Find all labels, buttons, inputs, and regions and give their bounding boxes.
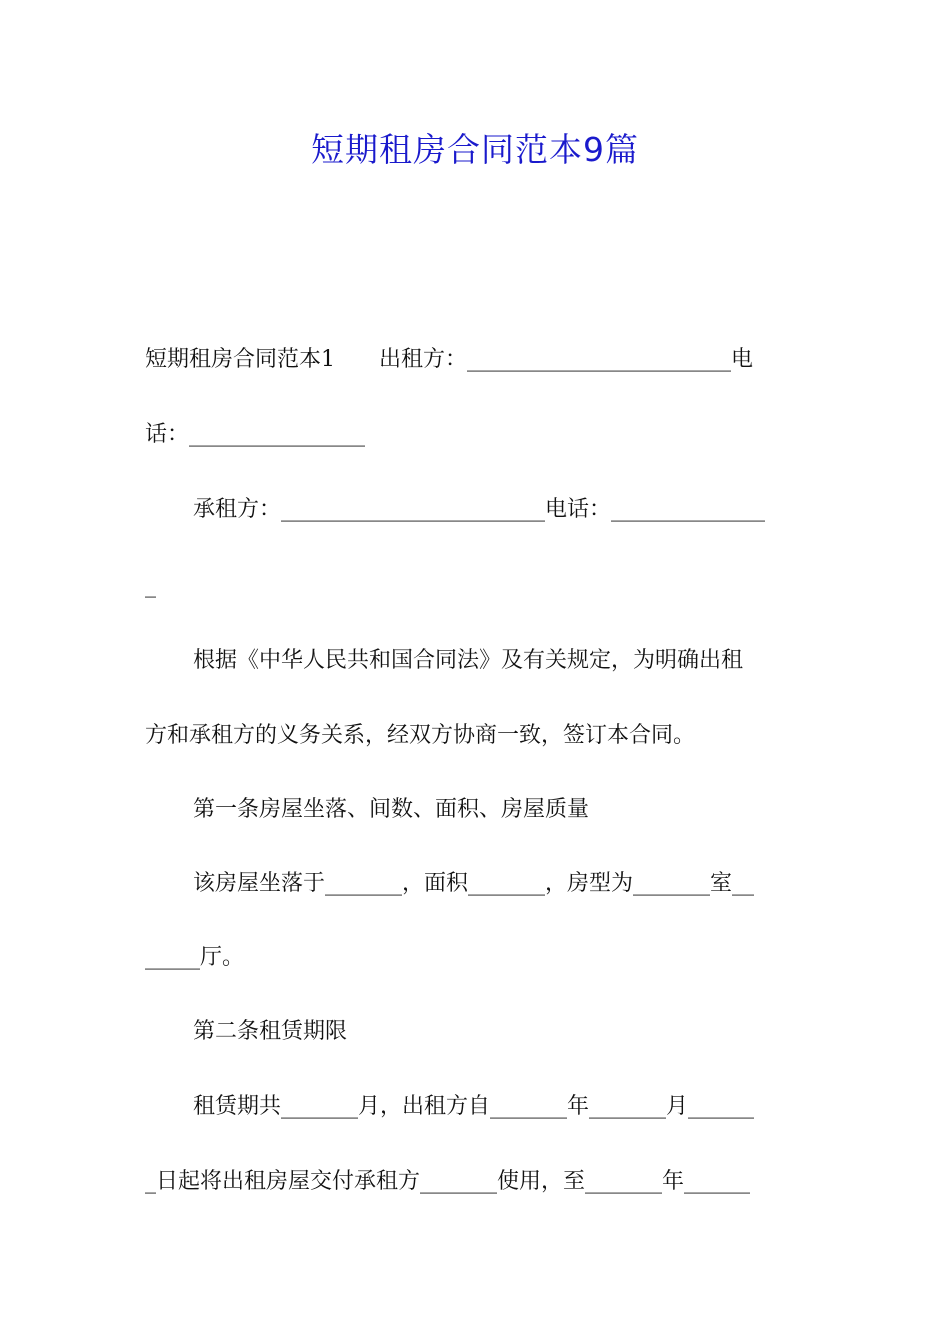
text-line-4: _ (145, 573, 156, 598)
text-line-5: 根据《中华人民共和国合同法》及有关规定，为明确出租 (193, 648, 744, 673)
text-line-6: 方和承租方的义务关系，经双方协商一致，签订本合同。 (145, 723, 696, 748)
text-line-8: 该房屋坐落于_______，面积_______，房型为_______室__ (193, 871, 755, 896)
text-line-1: 短期租房合同范本1 出租方：________________________电 (145, 347, 753, 372)
text-line-10: 第二条租赁期限 (193, 1019, 348, 1044)
text-line-12: _日起将出租房屋交付承租方_______使用，至_______年______ (145, 1169, 751, 1194)
text-line-7: 第一条房屋坐落、间数、面积、房屋质量 (193, 797, 590, 822)
document-title: 短期租房合同范本9篇 (311, 130, 639, 169)
text-line-3: 承租方：________________________电话：______________ (193, 497, 766, 522)
text-line-11: 租赁期共_______月，出租方自_______年_______月______ (193, 1094, 755, 1119)
text-line-9: _____厅。 (145, 945, 245, 970)
text-line-2: 话：________________ (145, 422, 366, 447)
